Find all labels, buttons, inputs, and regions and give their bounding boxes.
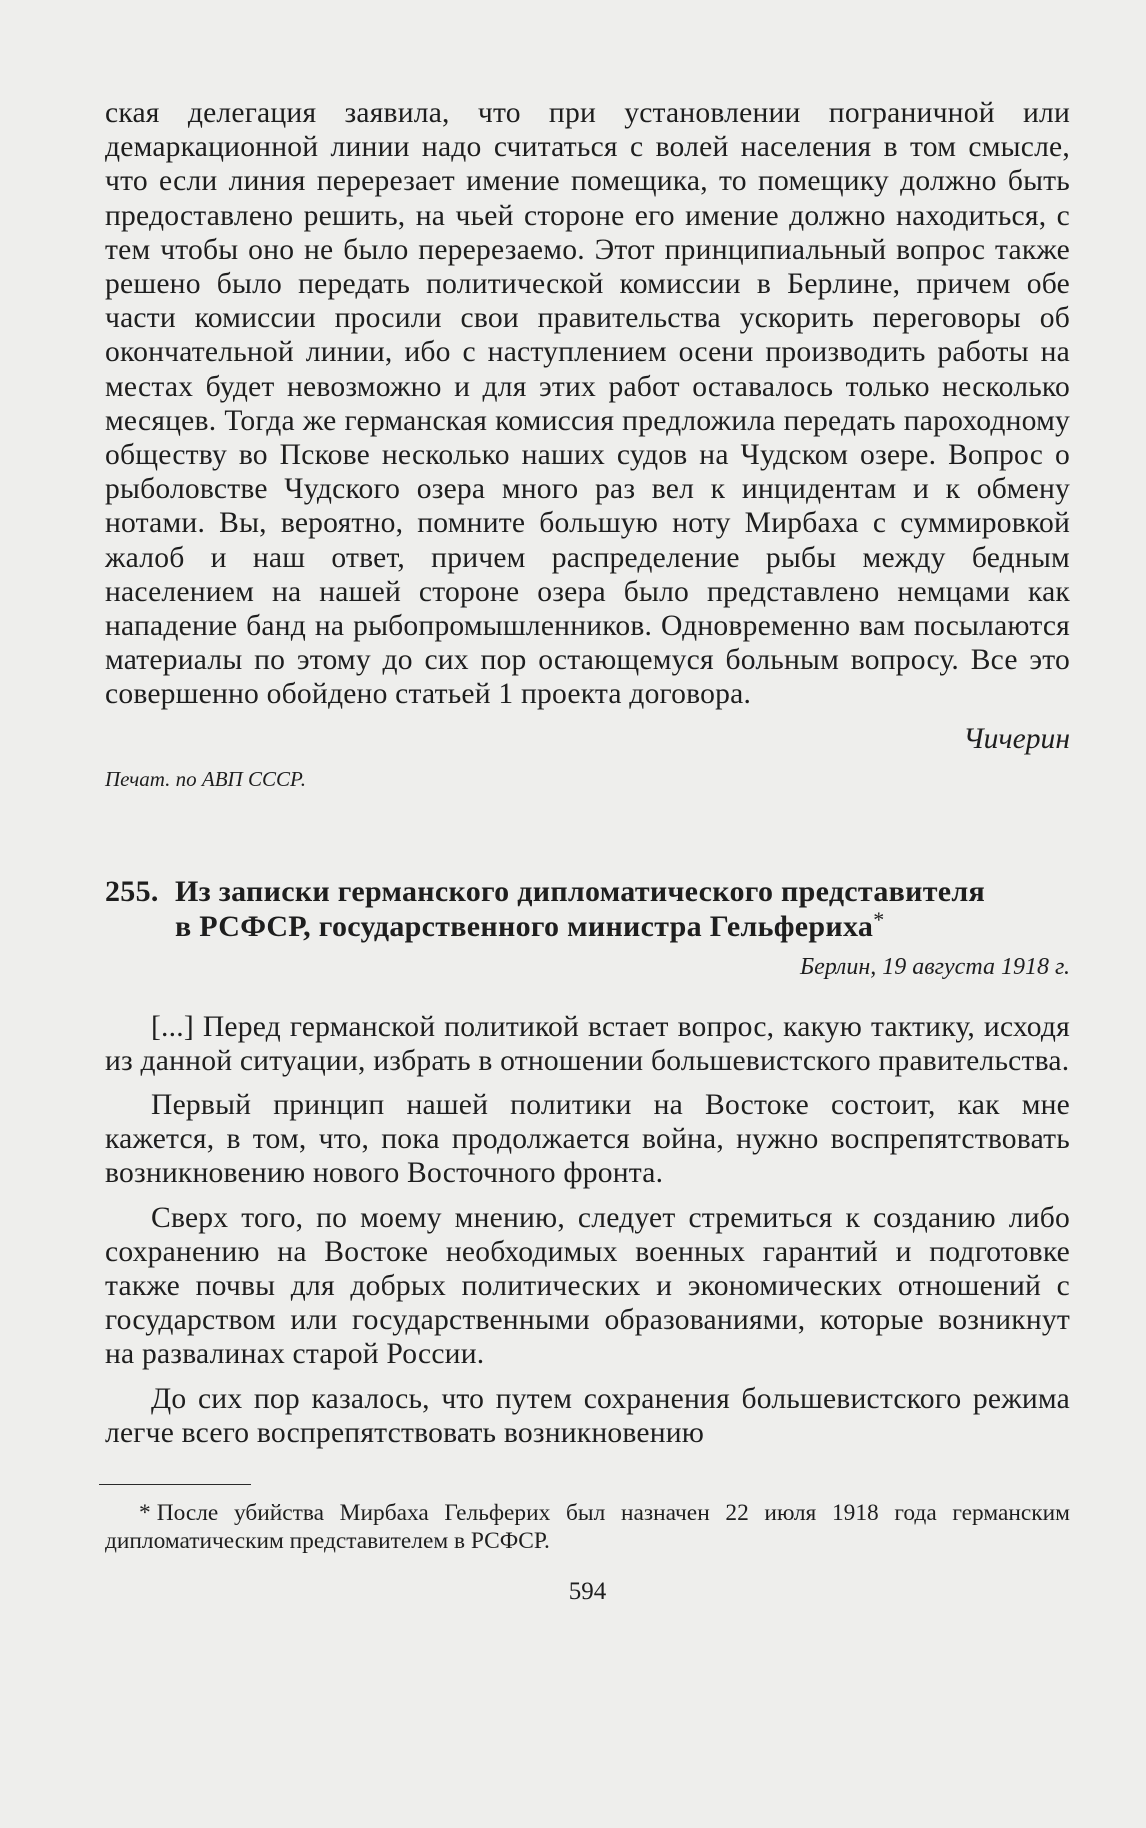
document-title-line-1 <box>105 874 1070 909</box>
document-title-line-2 <box>105 906 1070 944</box>
body-paragraph-3: Сверх того, по моему мнению, следует стремиться к созданию либо сохранению на Востоке необходимых военных гарантий и подготовке также почвы для добрых политических и экономических отношений с государством или государственными образованиями, которые возникнут на развалинах старой России. <box>105 1201 1070 1371</box>
footnote-text: После убийства Мирбаха Гельферих был назначен 22 июля 1918 года германским дипломатическим представителем в РСФСР. <box>105 1500 1070 1555</box>
footnote-divider <box>99 1484 251 1485</box>
footnote <box>105 1499 1070 1555</box>
body-paragraph-4: До сих пор казалось, что путем сохранения большевистского режима легче всего воспрепятствовать возникновению <box>105 1382 1070 1449</box>
document-heading <box>105 874 1070 944</box>
place-and-date: Берлин, 19 августа 1918 г. <box>799 953 1070 980</box>
document-title-part-2: в РСФСР, государственного министра Гельфериха <box>175 909 874 943</box>
document-number: 255. <box>105 874 159 908</box>
body-paragraph-1: [...] Перед германской политикой встает вопрос, какую тактику, исходя из данной ситуации, избрать в отношении большевистского правительства. <box>105 1010 1070 1077</box>
signature: Чичерин <box>963 722 1070 755</box>
document-title-part-1: Из записки германского дипломатического представителя <box>175 874 986 908</box>
page-number: 594 <box>568 1578 607 1606</box>
footnote-reference: * <box>873 906 885 932</box>
book-page <box>105 96 1070 1607</box>
document-body <box>105 1010 1070 1450</box>
closing-paragraph: ская делегация заявила, что при установлении пограничной или демаркационной линии надо считаться с волей населения в том смысле, что если линия перерезает имение помещика, то помещику должно быть предоставлено решить, на чьей стороне его имение должно находиться, с тем чтобы оно не было перерезаемо. Этот принципиальный вопрос также решено было передать политической комиссии в Берлине, причем обе части комиссии просили свои правительства ускорить переговоры об окончательной линии, ибо с наступлением осени производить работы на местах будет невозможно и для этих работ оставалось только несколько месяцев. Тогда же германская комиссия предложила передать пароходному обществу во Пскове несколько наших судов на Чудском озере. Вопрос о рыболовстве Чудского озера много раз вел к инцидентам и к обмену нотами. Вы, вероятно, помните большую ноту Мирбаха с суммировкой жалоб и наш ответ, причем распределение рыбы между бедным населением на нашей стороне озера было представлено немцами как нападение банд на рыбопромышленников. Одновременно вам посылаются материалы по этому до сих пор остающемуся больным вопросу. Все это совершенно обойдено статьей 1 проекта договора. <box>105 97 1070 711</box>
footnote-marker: * <box>139 1500 151 1527</box>
previous-document-ending <box>105 96 1070 712</box>
source-note: Печат. по АВП СССР. <box>105 766 306 791</box>
body-paragraph-2: Первый принцип нашей политики на Востоке состоит, как мне кажется, в том, что, пока продолжается война, нужно воспрепятствовать возникновению нового Восточного фронта. <box>105 1089 1070 1190</box>
